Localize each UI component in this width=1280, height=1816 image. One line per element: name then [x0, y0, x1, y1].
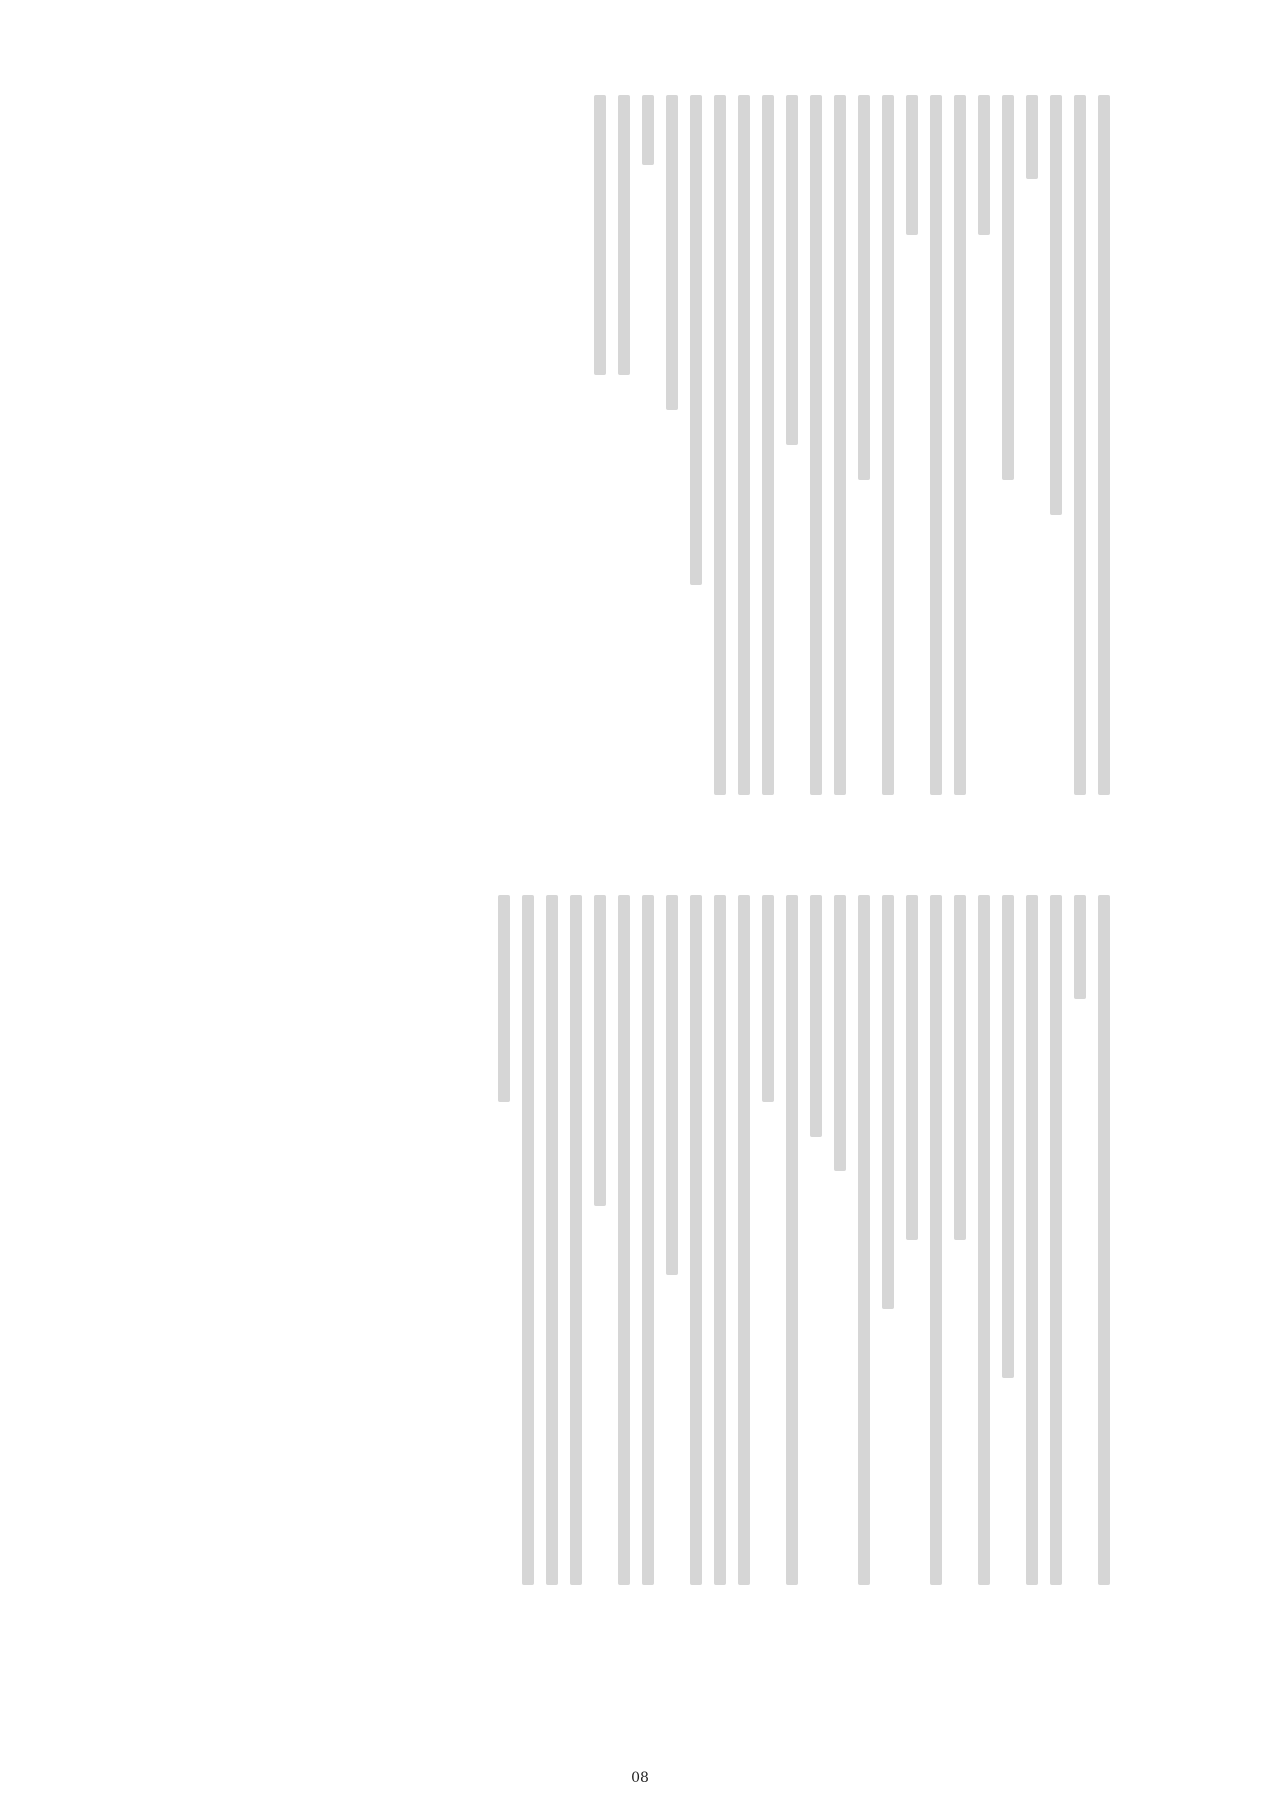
redacted-text-block-bottom — [150, 895, 1110, 1585]
redacted-line — [618, 95, 630, 375]
redacted-line — [1002, 895, 1014, 1378]
redacted-line — [858, 95, 870, 480]
redacted-line — [1074, 95, 1086, 795]
redacted-line — [954, 895, 966, 1240]
redacted-line — [1050, 95, 1062, 515]
redacted-line — [1050, 895, 1062, 1585]
redacted-line — [930, 95, 942, 795]
redacted-line — [978, 895, 990, 1585]
redacted-line — [810, 895, 822, 1137]
page-number: 08 — [631, 1770, 649, 1786]
redacted-line — [666, 895, 678, 1275]
redacted-line — [906, 95, 918, 235]
redacted-line — [762, 95, 774, 795]
redacted-line — [858, 895, 870, 1585]
redacted-line — [642, 895, 654, 1585]
redacted-line — [594, 895, 606, 1206]
redacted-line — [714, 95, 726, 795]
redacted-line — [786, 895, 798, 1585]
redacted-line — [810, 95, 822, 795]
redacted-line — [642, 95, 654, 165]
redacted-line — [690, 95, 702, 585]
redacted-line — [882, 895, 894, 1309]
redacted-line — [738, 95, 750, 795]
redacted-line — [1026, 95, 1038, 179]
redacted-line — [978, 95, 990, 235]
redacted-line — [930, 895, 942, 1585]
redacted-line — [1026, 895, 1038, 1585]
redacted-line — [690, 895, 702, 1585]
redacted-line — [570, 895, 582, 1585]
redacted-line — [1098, 95, 1110, 795]
redacted-line — [522, 895, 534, 1585]
redacted-line — [786, 95, 798, 445]
redacted-line — [906, 895, 918, 1240]
redacted-line — [882, 95, 894, 795]
redacted-line — [594, 95, 606, 375]
redacted-line — [1074, 895, 1086, 999]
redacted-line — [954, 95, 966, 795]
redacted-line — [762, 895, 774, 1102]
redacted-line — [1002, 95, 1014, 480]
redacted-line — [834, 895, 846, 1171]
redacted-line — [1098, 895, 1110, 1585]
redacted-line — [714, 895, 726, 1585]
redacted-line — [834, 95, 846, 795]
redacted-line — [498, 895, 510, 1102]
redacted-text-block-top — [150, 95, 1110, 795]
redacted-line — [546, 895, 558, 1585]
redacted-line — [666, 95, 678, 410]
redacted-line — [738, 895, 750, 1585]
redacted-line — [618, 895, 630, 1585]
